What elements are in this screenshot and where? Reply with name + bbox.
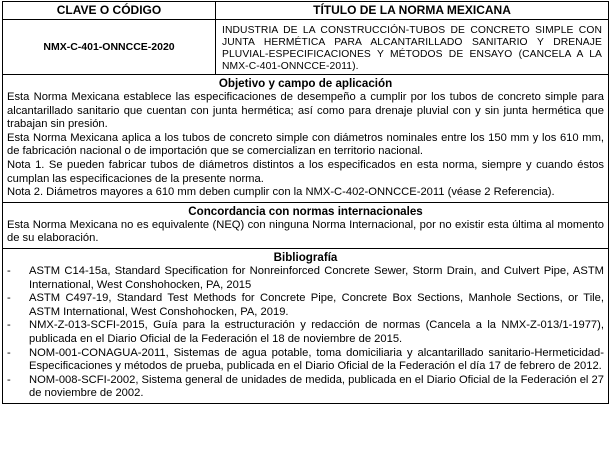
- objective-title: Objetivo y campo de aplicación: [218, 77, 393, 90]
- title-column-header: TÍTULO DE LA NORMA MEXICANA: [313, 3, 511, 17]
- bullet-dash: -: [7, 292, 11, 305]
- bullet-dash: -: [7, 346, 11, 359]
- list-item: [7, 374, 604, 401]
- concordance-section: [3, 203, 608, 249]
- table-header: [3, 2, 608, 20]
- list-item: [7, 347, 604, 374]
- bullet-dash: -: [7, 264, 11, 277]
- bibliography-entry: NOM-008-SCFI-2002, Sistema general de unidades de medida, publicada en el Diario Oficial de la Federación el 27 de noviembre de 2002.: [29, 373, 604, 400]
- objective-paragraph: Esta Norma Mexicana establece las especificaciones de desempeño a cumplir por los tubos de concreto simple para alcantarillado sanitario que cuentan con junta hermética; así como para drenaje pluvial con y sin junta hermética que trabajan sin presión.: [7, 91, 604, 131]
- norm-table: [2, 1, 609, 404]
- concordance-title: Concordancia con normas internacionales: [188, 204, 423, 218]
- norm-code: NMX-C-401-ONNCCE-2020: [3, 20, 216, 74]
- bibliography-section: [3, 249, 608, 403]
- code-column-header: CLAVE O CÓDIGO: [3, 2, 216, 19]
- bibliography-entry: NMX-Z-013-SCFI-2015, Guía para la estructuración y redacción de normas (Cancela a la NMX-Z-013/1-1977), publicada en el Diario Oficial de la Federación el 18 de noviembre de 2015.: [29, 319, 604, 345]
- note-2: Nota 2. Diámetros mayores a 610 mm deben cumplir con la NMX-C-402-ONNCCE-2011 (véase 2 Referencia).: [7, 186, 555, 199]
- bibliography-entry: ASTM C14-15a, Standard Specification for Nonreinforced Concrete Sewer, Storm Drain, and Culvert Pipe, ASTM International, West Conshohocken, PA, 2015: [29, 264, 604, 291]
- bibliography-list: [3, 265, 608, 403]
- norm-title: INDUSTRIA DE LA CONSTRUCCIÓN-TUBOS DE CONCRETO SIMPLE CON JUNTA HERMÉTICA PARA ALCANTARILLADO SANITARIO Y DRENAJE PLUVIAL-ESPECIFICACIONES Y MÉTODOS DE ENSAYO (CANCELA A LA NMX-C-401-ONNCCE-2011).: [222, 25, 602, 72]
- objective-section: [3, 75, 608, 203]
- concordance-text: Esta Norma Mexicana no es equivalente (NEQ) con ninguna Norma Internacional, por no existir esta última al momento de su elaboración.: [7, 218, 604, 245]
- bibliography-entry: ASTM C497-19, Standard Test Methods for Concrete Pipe, Concrete Box Sections, Manhole Sections, or Tile, ASTM International, West Conshohocken, PA, 2019.: [29, 292, 604, 318]
- bullet-dash: -: [7, 373, 11, 386]
- bibliography-title: Bibliografía: [273, 250, 338, 264]
- list-item: [7, 292, 604, 319]
- bibliography-entry: NOM-001-CONAGUA-2011, Sistemas de agua potable, toma domiciliaria y alcantarillado sanitario-Hermeticidad-Especificaciones y métodos de prueba, publicada en el Diario Oficial de la Federación el día 17 de febrero de 2012.: [29, 346, 604, 373]
- list-item: [7, 319, 604, 346]
- list-item: [7, 265, 604, 292]
- objective-paragraph: Esta Norma Mexicana aplica a los tubos de concreto simple con diámetros nominales entre los 150 mm y los 610 mm, de fabricación nacional o de importación que se comercializan en territorio nacional.: [7, 131, 604, 158]
- norm-row: [3, 20, 608, 75]
- note-1: Nota 1. Se pueden fabricar tubos de diámetros distintos a los especificados en esta norma, siempre y cuando éstos cumplan las especificaciones de la presente norma.: [7, 158, 604, 185]
- bullet-dash: -: [7, 319, 11, 332]
